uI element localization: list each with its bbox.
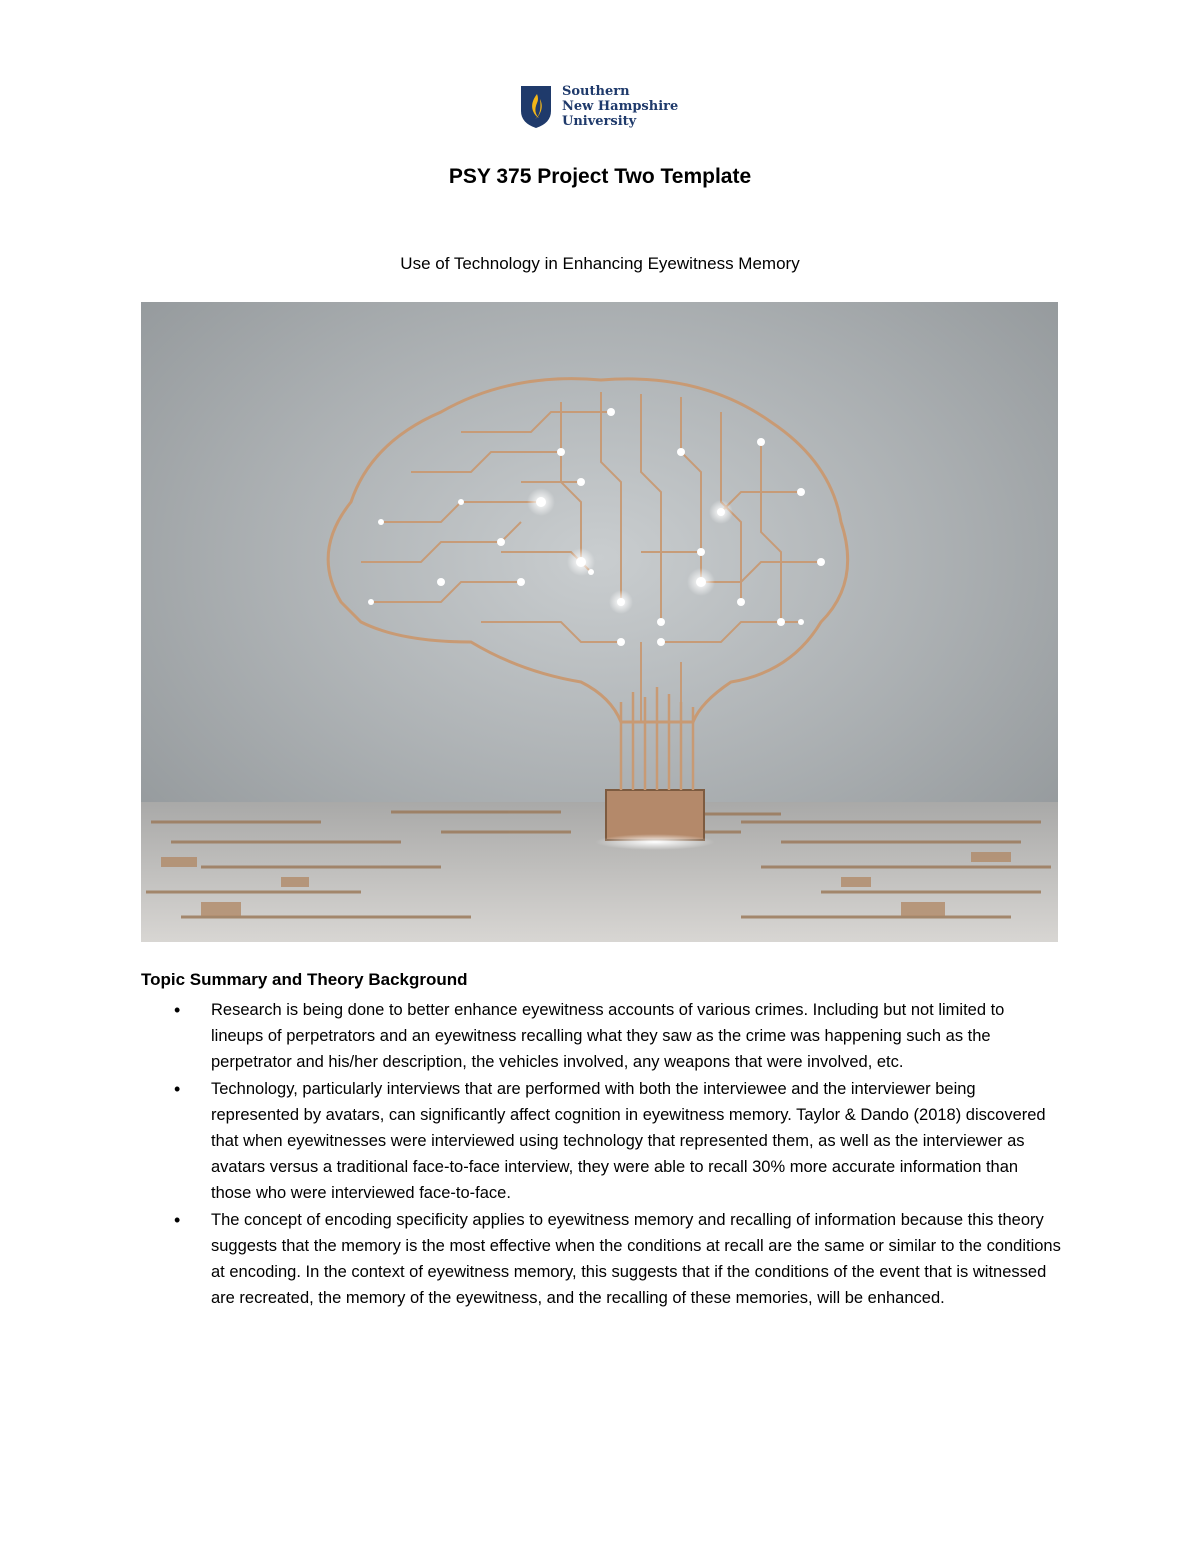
page-subtitle: Use of Technology in Enhancing Eyewitness Memory: [400, 254, 800, 273]
logo-line: Southern: [562, 84, 630, 99]
logo-line: University: [562, 114, 637, 129]
list-item: • The concept of encoding specificity applies to eyewitness memory and recalling of information because this theory suggests that the memory is the most effective when the conditions at recall are the same or similar to the conditions at encoding. In the context of eyewitness memory, this suggests that if the conditions of the event that is witnessed are recreated, the memory of the eyewitness, and the recalling of these memories, will be enhanced.: [141, 1207, 1061, 1312]
list-item: • Research is being done to better enhance eyewitness accounts of various crimes. Including but not limited to lineups of perpetrators and an eyewitness recalling what they saw as the crime was happening such as the perpetrator and his/her description, the vehicles involved, any weapons that were involved, etc.: [141, 997, 1061, 1076]
section-heading: Topic Summary and Theory Background: [141, 970, 468, 989]
shield-icon: [520, 85, 552, 129]
logo-line: New Hampshire: [562, 99, 679, 114]
circuit-brain-image: [141, 302, 1058, 942]
page-title: PSY 375 Project Two Template: [448, 165, 752, 188]
bullet-list: [141, 997, 1061, 1311]
university-logo: [520, 84, 678, 129]
logo-wordmark: [562, 84, 678, 129]
list-item: • Technology, particularly interviews that are performed with both the interviewee and the interviewer being represented by avatars, can significantly affect cognition in eyewitness memory. Taylor & Dando (2018) discovered that when eyewitnesses were interviewed using technology that represented them, as well as the interviewer as avatars versus a traditional face-to-face interview, they were able to recall 30% more accurate information than those who were interviewed face-to-face.: [141, 1076, 1061, 1207]
circuit-brain-icon: [141, 302, 1058, 942]
